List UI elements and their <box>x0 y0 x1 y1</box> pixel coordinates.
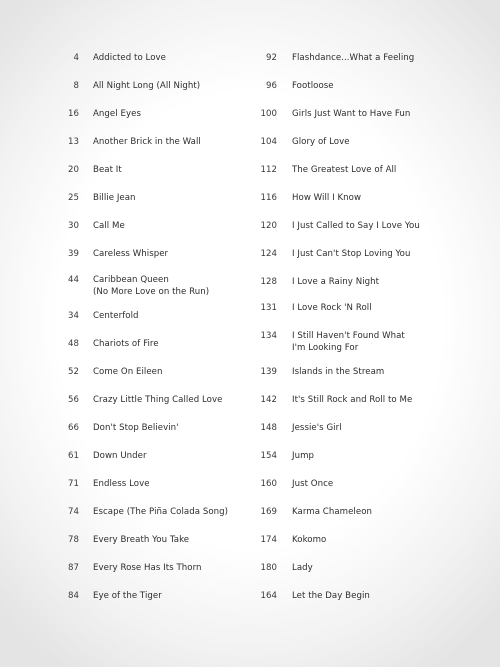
song-title: Don't Stop Believin' <box>93 423 179 433</box>
contents-entry <box>251 52 481 64</box>
song-title: Islands in the Stream <box>292 367 385 377</box>
contents-entry <box>52 248 252 260</box>
page-number: 142 <box>260 395 277 405</box>
song-title: Let the Day Begin <box>292 591 370 601</box>
contents-entry <box>52 422 252 434</box>
contents-entry <box>52 108 252 120</box>
song-title: Eye of the Tiger <box>93 591 162 601</box>
song-title: Billie Jean <box>93 193 136 203</box>
contents-entry <box>52 450 252 462</box>
song-title: Careless Whisper <box>93 249 169 259</box>
contents-entry <box>52 534 252 546</box>
contents-entry <box>251 534 481 546</box>
song-title: Beat It <box>93 165 122 175</box>
page-number: 71 <box>67 479 79 489</box>
contents-entry <box>251 562 481 574</box>
page-number: 74 <box>67 507 79 517</box>
page-number: 164 <box>260 591 277 601</box>
page-number: 180 <box>260 563 277 573</box>
page-number: 34 <box>67 311 79 321</box>
contents-entry <box>52 220 252 232</box>
page-number: 8 <box>73 81 79 91</box>
page-number: 124 <box>260 249 277 259</box>
contents-entry <box>251 80 481 92</box>
page-number: 25 <box>67 193 79 203</box>
song-title: Down Under <box>93 451 147 461</box>
song-title: Every Breath You Take <box>93 535 190 545</box>
contents-entry <box>251 590 481 602</box>
song-title: Glory of Love <box>292 137 350 147</box>
page-number: 20 <box>67 165 79 175</box>
song-title: Lady <box>292 563 313 573</box>
page-number: 13 <box>67 137 79 147</box>
contents-entry <box>251 136 481 148</box>
song-title: Just Once <box>292 479 334 489</box>
contents-entry <box>251 108 481 120</box>
contents-entry <box>251 394 481 406</box>
contents-entry <box>251 506 481 518</box>
contents-entry <box>52 310 252 322</box>
contents-entry <box>251 302 481 314</box>
contents-entry <box>52 164 252 176</box>
page-number: 56 <box>67 395 79 405</box>
page-number: 84 <box>67 591 79 601</box>
song-title: Call Me <box>93 221 125 231</box>
contents-entry <box>251 450 481 462</box>
song-title: I Love Rock 'N Roll <box>292 303 372 313</box>
contents-entry <box>52 338 252 350</box>
song-title: Endless Love <box>93 479 150 489</box>
song-title: Addicted to Love <box>93 53 167 63</box>
contents-entry <box>52 506 252 518</box>
contents-entry <box>251 164 481 176</box>
page-number: 112 <box>260 165 277 175</box>
contents-entry <box>251 220 481 232</box>
contents-entry <box>251 478 481 490</box>
contents-entry <box>251 248 481 260</box>
song-title: It's Still Rock and Roll to Me <box>292 395 413 405</box>
page-number: 100 <box>260 109 277 119</box>
page-number: 48 <box>67 339 79 349</box>
contents-entry <box>52 394 252 406</box>
contents-entry <box>251 192 481 204</box>
page-number: 39 <box>67 249 79 259</box>
song-title: I Just Can't Stop Loving You <box>292 249 411 259</box>
contents-entry <box>52 80 252 92</box>
page-number: 128 <box>260 277 277 287</box>
song-title: I Just Called to Say I Love You <box>292 221 420 231</box>
page-number: 139 <box>260 367 277 377</box>
song-title: Angel Eyes <box>93 109 141 119</box>
page-number: 87 <box>67 563 79 573</box>
page-number: 78 <box>67 535 79 545</box>
contents-entry <box>52 478 252 490</box>
contents-entry <box>52 192 252 204</box>
contents-entry <box>52 366 252 378</box>
page-number: 116 <box>260 193 277 203</box>
contents-entry <box>52 52 252 64</box>
contents-entry <box>251 366 481 378</box>
song-title: I Still Haven't Found What I'm Looking For <box>292 331 405 353</box>
song-title: Flashdance...What a Feeling <box>292 53 415 63</box>
page-number: 169 <box>260 507 277 517</box>
song-title: The Greatest Love of All <box>292 165 397 175</box>
page-number: 160 <box>260 479 277 489</box>
song-title: Girls Just Want to Have Fun <box>292 109 411 119</box>
page-number: 16 <box>67 109 79 119</box>
contents-entry <box>251 422 481 434</box>
contents-entry <box>251 330 481 354</box>
contents-entry <box>52 590 252 602</box>
page-number: 104 <box>260 137 277 147</box>
page-number: 4 <box>73 53 79 63</box>
page-number: 120 <box>260 221 277 231</box>
page-number: 148 <box>260 423 277 433</box>
contents-entry <box>251 276 481 288</box>
song-title: Another Brick in the Wall <box>93 137 201 147</box>
song-title: Kokomo <box>292 535 327 545</box>
song-title: Come On Eileen <box>93 367 163 377</box>
song-title: Chariots of Fire <box>93 339 159 349</box>
song-title: Crazy Little Thing Called Love <box>93 395 223 405</box>
page-number: 30 <box>67 221 79 231</box>
song-title: How Will I Know <box>292 193 362 203</box>
contents-entry <box>52 562 252 574</box>
page-number: 154 <box>260 451 277 461</box>
song-title: I Love a Rainy Night <box>292 277 380 287</box>
song-title: Jessie's Girl <box>292 423 342 433</box>
contents-entry <box>52 136 252 148</box>
song-title: Footloose <box>292 81 334 91</box>
page-number: 66 <box>67 423 79 433</box>
page-number: 61 <box>67 451 79 461</box>
page-number: 44 <box>67 275 79 285</box>
page-number: 52 <box>67 367 79 377</box>
song-title: Caribbean Queen (No More Love on the Run) <box>93 275 210 297</box>
song-title: Centerfold <box>93 311 139 321</box>
page-number: 174 <box>260 535 277 545</box>
page-number: 92 <box>265 53 277 63</box>
page-number: 131 <box>260 303 277 313</box>
contents-entry <box>52 274 252 298</box>
page-number: 134 <box>260 331 277 341</box>
song-title: All Night Long (All Night) <box>93 81 201 91</box>
song-title: Escape (The Piña Colada Song) <box>93 507 229 517</box>
song-title: Karma Chameleon <box>292 507 373 517</box>
song-title: Every Rose Has Its Thorn <box>93 563 202 573</box>
song-title: Jump <box>292 451 315 461</box>
page-number: 96 <box>265 81 277 91</box>
